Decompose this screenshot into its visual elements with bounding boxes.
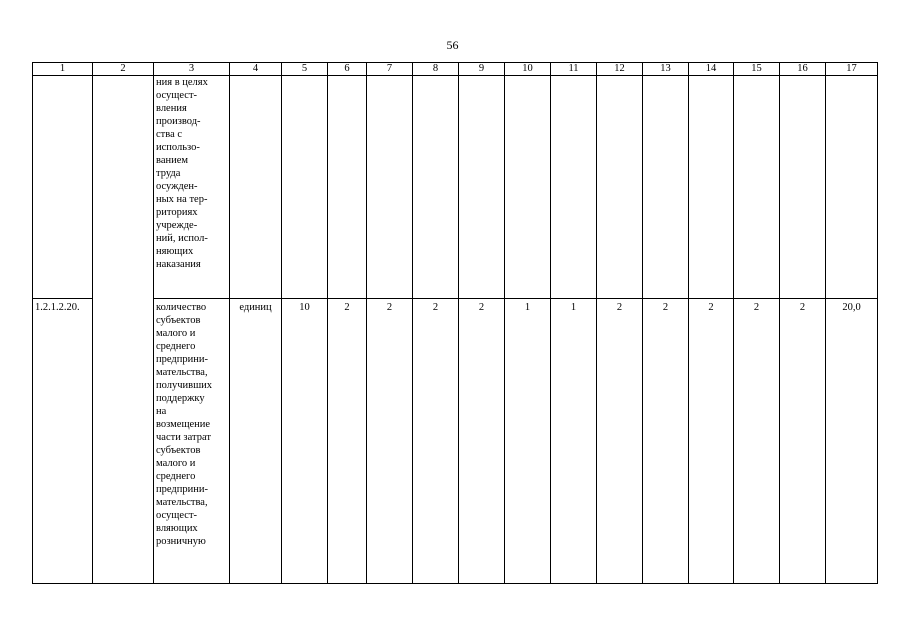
value-cell: 2 bbox=[413, 299, 459, 584]
column-number: 1 bbox=[33, 63, 93, 76]
value-cell: 2 bbox=[734, 299, 780, 584]
text-line: среднего bbox=[156, 341, 196, 352]
column-number: 13 bbox=[643, 63, 689, 76]
value-cell bbox=[282, 76, 328, 299]
column-number: 2 bbox=[93, 63, 154, 76]
text-line: учрежде- bbox=[156, 220, 198, 231]
column-number: 6 bbox=[328, 63, 367, 76]
value-cell: 20,0 bbox=[826, 299, 878, 584]
text-line: на bbox=[156, 406, 167, 417]
indicator-text-cell bbox=[154, 299, 230, 584]
column-number: 15 bbox=[734, 63, 780, 76]
text-line: части затрат bbox=[156, 432, 211, 443]
text-line: розничную bbox=[156, 536, 206, 547]
text-line: малого и bbox=[156, 328, 196, 339]
text-line: ванием bbox=[156, 155, 189, 166]
value-cell bbox=[505, 76, 551, 299]
value-cell: 2 bbox=[367, 299, 413, 584]
text-line: труда bbox=[156, 168, 181, 179]
text-line: субъектов bbox=[156, 445, 201, 456]
column-number: 5 bbox=[282, 63, 328, 76]
value-cell: 2 bbox=[328, 299, 367, 584]
value-cell: 2 bbox=[643, 299, 689, 584]
text-line: получивших bbox=[156, 380, 213, 391]
text-line: вляющих bbox=[156, 523, 198, 534]
value-cell bbox=[826, 76, 878, 299]
value-cell bbox=[597, 76, 643, 299]
text-line: осущест- bbox=[156, 510, 198, 521]
text-line: мательства, bbox=[156, 367, 208, 378]
value-cell bbox=[459, 76, 505, 299]
unit-cell: единиц bbox=[230, 299, 282, 584]
value-cell bbox=[367, 76, 413, 299]
column-number-row bbox=[33, 63, 878, 76]
value-cell bbox=[780, 76, 826, 299]
text-line: вления bbox=[156, 103, 187, 114]
value-cell: 2 bbox=[459, 299, 505, 584]
value-cell: 2 bbox=[597, 299, 643, 584]
value-cell bbox=[643, 76, 689, 299]
column-number: 16 bbox=[780, 63, 826, 76]
column-2-cell bbox=[93, 76, 154, 584]
column-number: 7 bbox=[367, 63, 413, 76]
column-number: 14 bbox=[689, 63, 734, 76]
value-cell: 1 bbox=[505, 299, 551, 584]
text-line: мательства, bbox=[156, 497, 208, 508]
column-number: 17 bbox=[826, 63, 878, 76]
text-line: наказания bbox=[156, 259, 201, 270]
column-number: 12 bbox=[597, 63, 643, 76]
text-line: производ- bbox=[156, 116, 201, 127]
value-cell bbox=[551, 76, 597, 299]
text-line: ния в целях bbox=[156, 77, 208, 88]
text-line: предприни- bbox=[156, 484, 208, 495]
value-cell bbox=[413, 76, 459, 299]
text-line: количество bbox=[156, 302, 207, 313]
text-line: риториях bbox=[156, 207, 198, 218]
column-number: 3 bbox=[154, 63, 230, 76]
text-line: осущест- bbox=[156, 90, 198, 101]
column-number: 11 bbox=[551, 63, 597, 76]
text-line: поддержку bbox=[156, 393, 205, 404]
value-cell: 2 bbox=[780, 299, 826, 584]
indicator-table bbox=[32, 62, 878, 584]
page-number: 56 bbox=[446, 38, 459, 52]
text-line: няющих bbox=[156, 246, 194, 257]
column-number: 9 bbox=[459, 63, 505, 76]
text-line: субъектов bbox=[156, 315, 201, 326]
text-line: среднего bbox=[156, 471, 196, 482]
value-cell: 1 bbox=[551, 299, 597, 584]
text-line: малого и bbox=[156, 458, 196, 469]
unit-cell bbox=[230, 76, 282, 299]
value-cell bbox=[328, 76, 367, 299]
text-line: возмещение bbox=[156, 419, 211, 430]
text-line: использо- bbox=[156, 142, 200, 153]
table-row-continued bbox=[33, 76, 878, 299]
text-line: ных на тер- bbox=[156, 194, 208, 205]
value-cell bbox=[734, 76, 780, 299]
text-line: ний, испол- bbox=[156, 233, 208, 244]
code-cell bbox=[33, 76, 93, 299]
value-cell: 2 bbox=[689, 299, 734, 584]
column-number: 4 bbox=[230, 63, 282, 76]
text-line: осужден- bbox=[156, 181, 198, 192]
text-line: ства с bbox=[156, 129, 183, 140]
text-line: предприни- bbox=[156, 354, 208, 365]
code-cell: 1.2.1.2.20. bbox=[33, 299, 93, 584]
column-number: 8 bbox=[413, 63, 459, 76]
table-row-item bbox=[33, 299, 878, 584]
column-number: 10 bbox=[505, 63, 551, 76]
value-cell: 10 bbox=[282, 299, 328, 584]
indicator-text-cell bbox=[154, 76, 230, 299]
value-cell bbox=[689, 76, 734, 299]
